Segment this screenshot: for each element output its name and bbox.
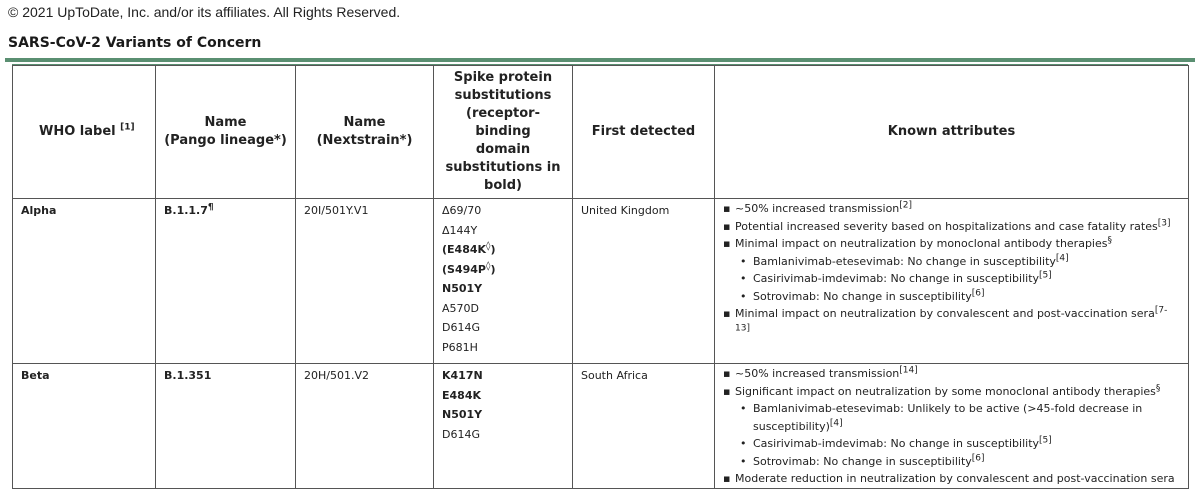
substitution-item: [442, 318, 564, 338]
attribute-reference[interactable]: [7-13]: [735, 305, 1168, 333]
attribute-text: Minimal impact on neutralization by convalescent and post-vaccination sera: [735, 307, 1155, 320]
attribute-item: [723, 218, 1180, 236]
copyright-notice: © 2021 UpToDate, Inc. and/or its affiliates. All Rights Reserved.: [8, 4, 401, 20]
pango-lineage: B.1.1.7: [164, 204, 208, 217]
first-detected-cell: South Africa: [573, 364, 715, 489]
header-spike-line: Spike protein: [453, 70, 553, 85]
header-pango-line2: (Pango lineage*): [164, 133, 287, 148]
attribute-text: Sotrovimab: No change in susceptibility: [753, 289, 972, 303]
substitution-item: [442, 366, 564, 386]
known-attributes-cell: [715, 364, 1189, 489]
substitution-text: K417N: [442, 369, 483, 382]
header-who-label: [13, 66, 156, 199]
substitution-item: [442, 299, 564, 319]
header-spike-line: substitutions in: [445, 160, 561, 175]
header-spike-substitutions: [434, 66, 573, 199]
attribute-text: Sotrovimab: No change in susceptibility: [753, 454, 972, 468]
substitution-item: [442, 405, 564, 425]
attribute-item: [723, 365, 1180, 383]
table-row: [13, 364, 1189, 489]
attribute-reference[interactable]: §: [1107, 235, 1112, 246]
attribute-reference[interactable]: [6]: [971, 287, 985, 298]
header-spike-line: (receptor-binding: [466, 106, 540, 139]
substitution-item: [442, 279, 564, 299]
attribute-reference[interactable]: [5]: [1039, 435, 1052, 446]
substitution-footnote-mark[interactable]: ◊: [486, 241, 491, 252]
pango-cell: [156, 199, 296, 364]
substitution-close-paren: ): [490, 262, 496, 276]
who-label-cell: Alpha: [13, 199, 156, 364]
attribute-item: [723, 305, 1180, 340]
header-nextstrain-line2: (Nextstrain*): [316, 133, 413, 148]
attribute-text: Potential increased severity based on hospitalizations and case fatality rates: [735, 219, 1158, 233]
substitution-text: D614G: [442, 321, 480, 334]
variants-table-container: [12, 64, 1188, 489]
table-row: [13, 199, 1189, 364]
attribute-item: [723, 470, 1180, 488]
header-who-label-ref[interactable]: [1]: [120, 122, 135, 133]
substitutions-cell: [434, 364, 573, 489]
attribute-text: Significant impact on neutralization by some monoclonal antibody therapies: [735, 384, 1156, 398]
substitution-text: Δ144Y: [442, 223, 478, 237]
attribute-subitem: [723, 453, 1180, 471]
substitution-item: [442, 221, 564, 241]
attribute-item: [723, 383, 1180, 401]
attribute-reference[interactable]: §: [1155, 382, 1161, 393]
attribute-subitem: [723, 435, 1180, 453]
header-known-attributes: Known attributes: [715, 66, 1189, 199]
attribute-item: [723, 200, 1180, 218]
substitution-text: N501Y: [442, 408, 483, 421]
attribute-reference[interactable]: [6]: [971, 452, 985, 463]
attribute-reference[interactable]: [2]: [899, 200, 913, 211]
substitution-item: [442, 425, 564, 445]
attribute-reference[interactable]: [14]: [899, 365, 918, 376]
attribute-text: Bamlanivimab-etesevimab: No change in susceptibility: [753, 254, 1056, 268]
known-attributes-cell: [715, 199, 1189, 364]
page-title: SARS-CoV-2 Variants of Concern: [8, 35, 262, 51]
substitution-text: A570D: [442, 301, 479, 315]
pango-cell: [156, 364, 296, 489]
attribute-text: Casirivimab-imdevimab: No change in susceptibility: [753, 437, 1040, 450]
substitution-item: [442, 386, 564, 406]
substitution-text: (E484K: [442, 243, 487, 256]
attribute-reference[interactable]: [4]: [829, 417, 843, 428]
nextstrain-cell: 20I/501Y.V1: [296, 199, 434, 364]
substitution-text: Δ69/70: [442, 204, 482, 217]
attribute-subitem: [723, 288, 1180, 306]
substitutions-cell: [434, 199, 573, 364]
table-body: [13, 199, 1189, 489]
header-pango-line1: Name: [204, 115, 247, 130]
substitution-footnote-mark[interactable]: ◊: [485, 260, 491, 271]
pango-footnote-mark[interactable]: ¶: [207, 202, 214, 213]
title-divider: [5, 58, 1195, 62]
nextstrain-cell: 20H/501.V2: [296, 364, 434, 489]
header-pango: [156, 66, 296, 199]
who-label-cell: Beta: [13, 364, 156, 489]
substitution-text: E484K: [442, 388, 481, 402]
attribute-text: Casirivimab-imdevimab: No change in susceptibility: [753, 272, 1040, 285]
table-header-row: [13, 66, 1189, 199]
header-spike-line: bold): [484, 178, 522, 193]
substitution-text: D614G: [442, 427, 480, 441]
attribute-reference[interactable]: [5]: [1039, 270, 1052, 281]
substitution-item: [442, 260, 564, 280]
header-spike-line: substitutions: [454, 88, 552, 103]
substitution-item: [442, 338, 564, 358]
substitution-item: [442, 201, 564, 221]
attribute-reference[interactable]: [4]: [1055, 252, 1069, 263]
attribute-subitem: [723, 270, 1180, 288]
attribute-text: ~50% increased transmission: [735, 367, 900, 380]
substitution-text: N501Y: [442, 282, 483, 295]
attributes-list: [723, 200, 1180, 340]
header-who-label-text: WHO label: [39, 124, 116, 139]
attribute-text: Minimal impact on neutralization by monoclonal antibody therapies: [735, 237, 1108, 250]
header-nextstrain: [296, 66, 434, 199]
attribute-text: ~50% increased transmission: [735, 202, 900, 215]
pango-lineage: B.1.351: [164, 369, 212, 382]
attribute-subitem: [723, 400, 1180, 435]
substitution-close-paren: ): [490, 243, 496, 256]
attribute-text: Moderate reduction in neutralization by convalescent and post-vaccination sera: [735, 472, 1175, 485]
substitution-item: [442, 240, 564, 260]
attributes-list: [723, 365, 1180, 488]
attribute-item: [723, 235, 1180, 253]
attribute-subitem: [723, 253, 1180, 271]
header-nextstrain-line1: Name: [343, 115, 386, 130]
substitution-text: P681H: [442, 340, 478, 354]
header-first-detected: First detected: [573, 66, 715, 199]
substitution-text: (S494P: [442, 262, 486, 276]
first-detected-cell: United Kingdom: [573, 199, 715, 364]
header-spike-line: domain: [475, 142, 531, 157]
attribute-text: Bamlanivimab-etesevimab: Unlikely to be active (>45-fold decrease in susceptibility): [753, 402, 1143, 433]
variants-table: [12, 65, 1189, 489]
attribute-reference[interactable]: [3]: [1157, 217, 1171, 228]
